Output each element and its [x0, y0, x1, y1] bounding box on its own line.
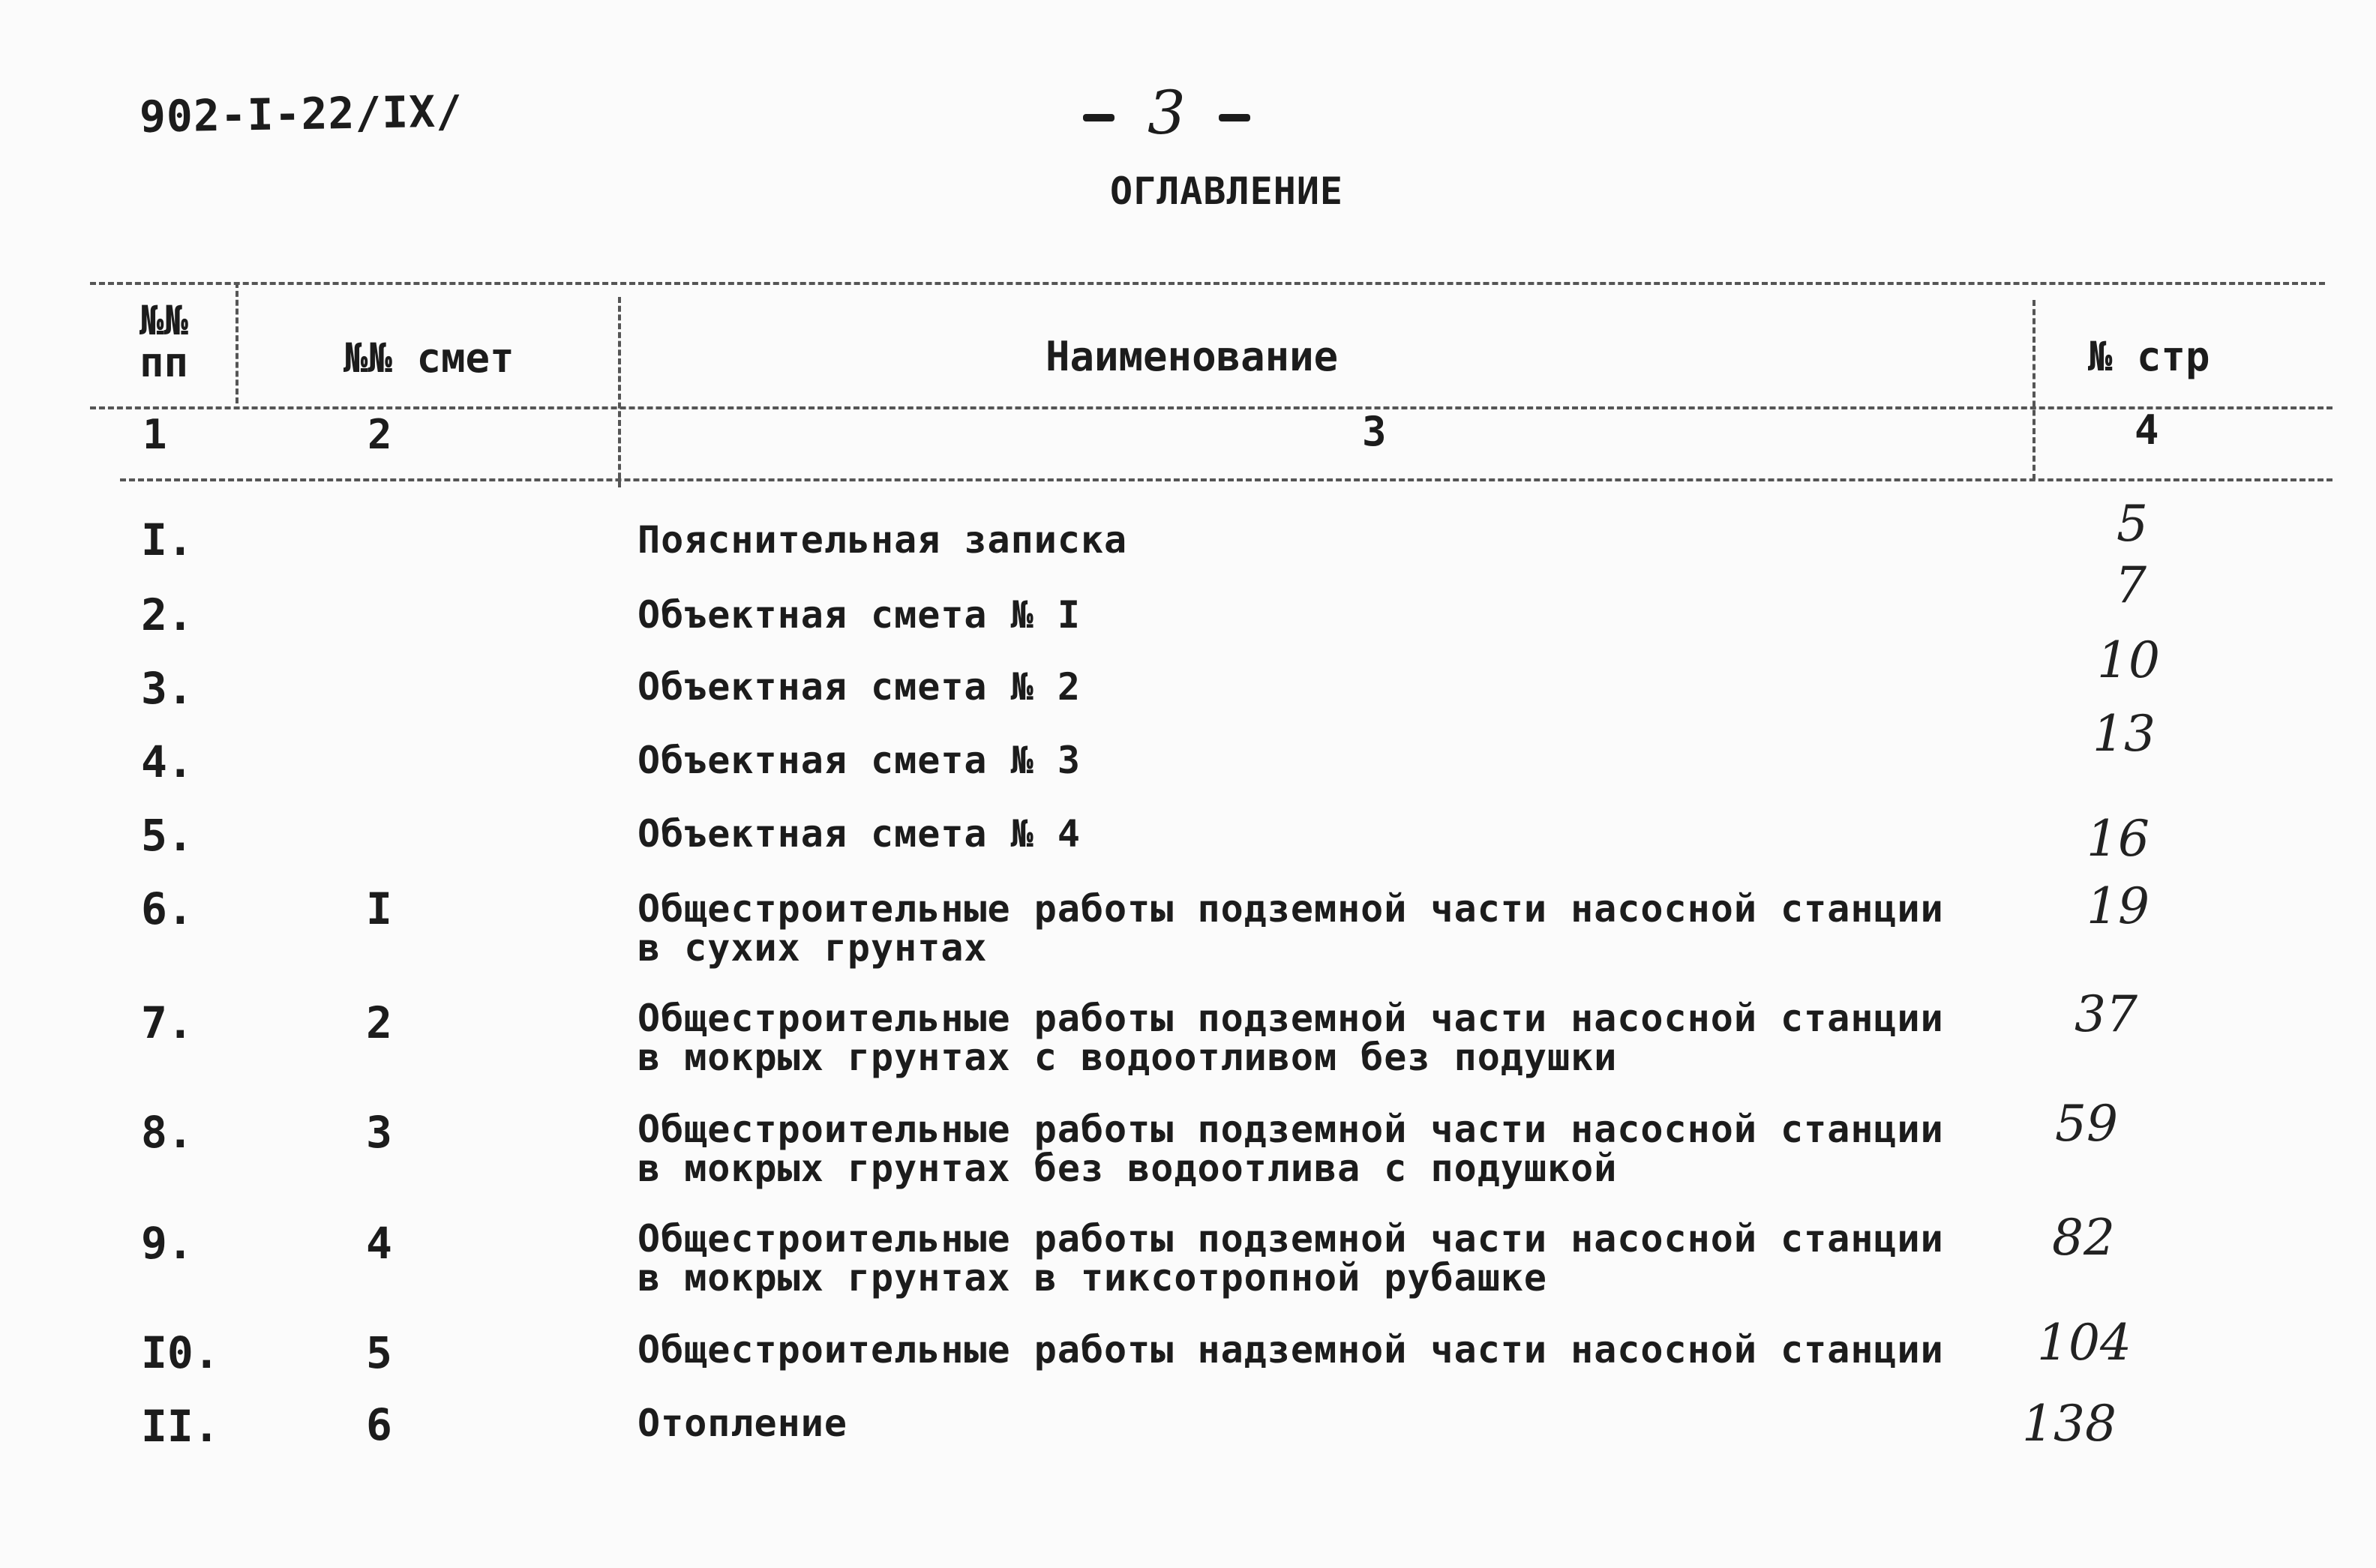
- row-estimate: 6: [366, 1399, 392, 1450]
- colnum-4: 4: [2134, 406, 2159, 454]
- row-page: 13: [2092, 705, 2156, 763]
- row-number: 6.: [141, 883, 194, 934]
- row-number: 9.: [141, 1218, 194, 1269]
- row-page: 19: [2086, 877, 2150, 935]
- row-number: 4.: [141, 736, 194, 787]
- header-col-estimate: №№ смет: [344, 334, 514, 382]
- row-name: Объектная смета № 2: [638, 665, 1081, 709]
- row-name: Общестроительные работы подземной части насосной станции в мокрых грунтах без водоотлива с подушкой: [638, 1108, 1944, 1190]
- header-col-page: № стр: [2088, 333, 2210, 380]
- col-divider-1: [236, 282, 238, 403]
- row-page: 59: [2055, 1095, 2118, 1153]
- row-estimate: 5: [366, 1327, 392, 1378]
- row-name: Общестроительные работы подземной части насосной станции в мокрых грунтах в тиксотропной рубашке: [638, 1217, 1944, 1300]
- header-col-number: №№ пп: [140, 297, 189, 386]
- row-number: II.: [141, 1401, 220, 1452]
- colnum-2: 2: [368, 411, 392, 458]
- row-estimate: 2: [366, 997, 392, 1048]
- row-page: 82: [2052, 1209, 2115, 1267]
- table-colnum-rule: [120, 478, 2332, 481]
- row-page: 104: [2037, 1314, 2132, 1372]
- page-title: ОГЛАВЛЕНИЕ: [1110, 169, 1344, 213]
- header-col-name: Наименование: [1046, 333, 1339, 380]
- row-page: 138: [2022, 1395, 2116, 1453]
- row-name: Объектная смета № 3: [638, 739, 1081, 782]
- row-name: Общестроительные работы подземной части насосной станции в мокрых грунтах с водоотливом без подушки: [638, 997, 1944, 1079]
- page-number-value: 3: [1148, 78, 1186, 148]
- row-number: 8.: [141, 1107, 194, 1158]
- row-name: Объектная смета № 4: [638, 812, 1081, 856]
- page-number: [1050, 78, 1283, 148]
- row-name: Отопление: [638, 1402, 848, 1445]
- row-number: I.: [141, 514, 194, 565]
- col-divider-2: [618, 297, 621, 487]
- col-divider-3: [2032, 300, 2036, 480]
- table-top-rule: [90, 282, 2325, 285]
- row-estimate: 3: [366, 1107, 392, 1158]
- row-name: Общестроительные работы надземной части насосной станции: [638, 1328, 1944, 1372]
- row-number: 2.: [141, 589, 194, 640]
- row-page: 10: [2097, 631, 2160, 689]
- dash-left: [1083, 114, 1114, 121]
- row-number: 3.: [141, 663, 194, 714]
- colnum-1: 1: [142, 411, 167, 458]
- row-name: Пояснительная записка: [638, 518, 1128, 562]
- row-estimate: 4: [366, 1218, 392, 1269]
- row-page: 7: [2115, 556, 2146, 614]
- document-code: 902-I-22/IX/: [139, 85, 464, 142]
- row-page: 16: [2086, 810, 2150, 868]
- row-number: 7.: [141, 997, 194, 1048]
- dash-right: [1219, 114, 1250, 121]
- row-page: 37: [2074, 985, 2138, 1043]
- colnum-3: 3: [1362, 408, 1387, 455]
- row-number: I0.: [141, 1327, 220, 1378]
- row-number: 5.: [141, 810, 194, 861]
- row-name: Общестроительные работы подземной части насосной станции в сухих грунтах: [638, 887, 1944, 970]
- row-name: Объектная смета № I: [638, 593, 1081, 637]
- row-estimate: I: [366, 883, 392, 934]
- table-header-rule: [90, 406, 2332, 409]
- row-page: 5: [2116, 495, 2148, 553]
